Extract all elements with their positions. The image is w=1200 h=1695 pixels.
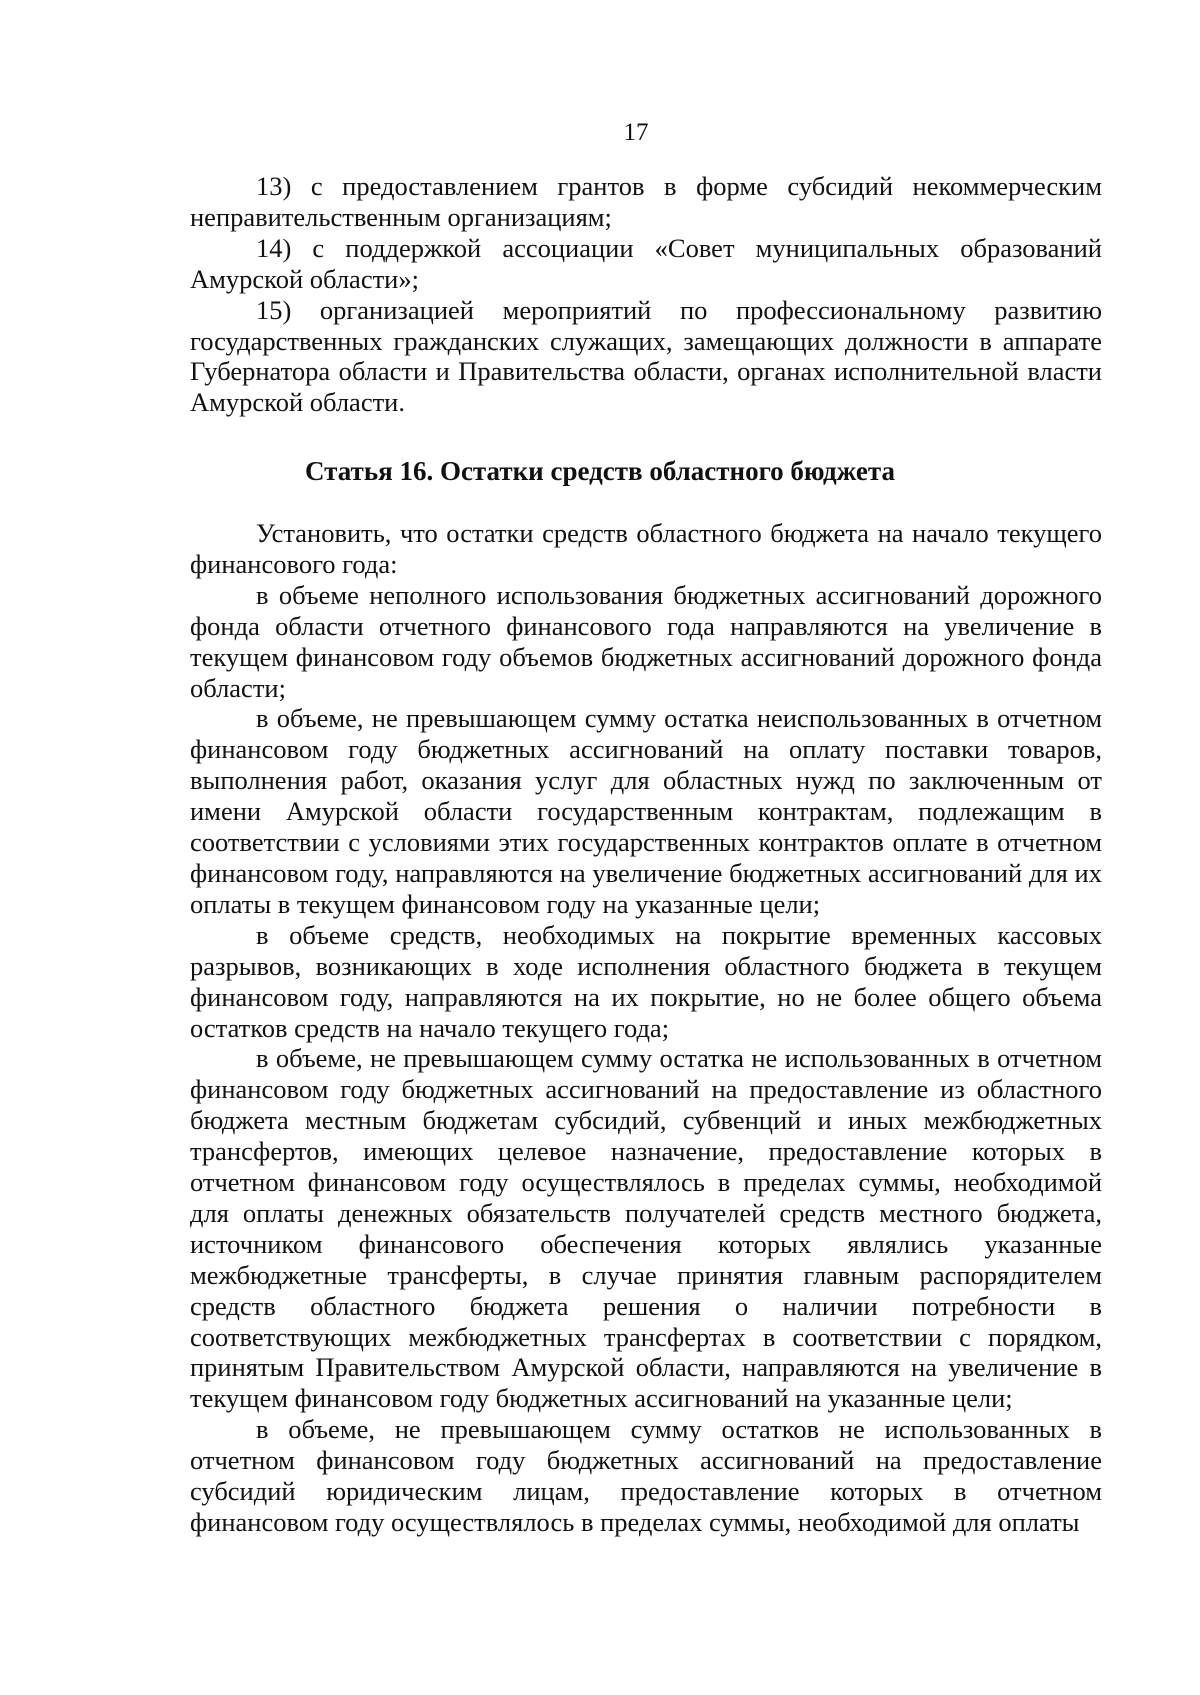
article-paragraph: в объеме, не превышающем сумму остатков не использованных в отчетном финансовом году бюджетных ассигнований на предоставление субсидий юридическим лицам, предоставление которых в отчетном финансовом году осуществлялось в пределах суммы, необходимой для оплаты — [190, 1414, 1102, 1537]
article-paragraph: в объеме неполного использования бюджетных ассигнований дорожного фонда области отчетного финансового года направляются на увеличение в текущем финансовом году объемов бюджетных ассигнований дорожного фонда области; — [190, 579, 1102, 703]
article-paragraph: в объеме средств, необходимых на покрытие временных кассовых разрывов, возникающих в ходе исполнения областного бюджета в текущем финансовом году, направляются на их покрытие, но не более общего объема остатков средств на начало текущего года; — [190, 919, 1102, 1043]
article-heading: Статья 16. Остатки средств областного бюджета — [305, 456, 895, 486]
article-paragraph: в объеме, не превышающем сумму остатка неиспользованных в отчетном финансовом году бюджетных ассигнований на оплату поставки товаров, выполнения работ, оказания услуг для областных нужд по заключенным от имени Амурской области государственным контрактам, подлежащим в соответствии с условиями этих государственных контрактов оплате в отчетном финансовом году, направляются на увеличение бюджетных ассигнований для их оплаты в текущем финансовом году на указанные цели; — [190, 703, 1102, 919]
article-paragraph: в объеме, не превышающем сумму остатка не использованных в отчетном финансовом году бюджетных ассигнований на предоставление из областного бюджета местным бюджетам субсидий, субвенций и иных межбюджетных трансфертов, имеющих целевое назначение, предоставление которых в отчетном финансовом году осуществлялось в пределах суммы, необходимой для оплаты денежных обязательств получателей средств местного бюджета, источником финансового обеспечения которых являлись указанные межбюджетные трансферты, в случае принятия главным распорядителем средств областного бюджета решения о наличии потребности в соответствующих межбюджетных трансфертах в соответствии с порядком, принятым Правительством Амурской области, направляются на увеличение в текущем финансовом году бюджетных ассигнований на указанные цели; — [190, 1043, 1102, 1414]
list-item-13: 13) с предоставлением грантов в форме субсидий некоммерческим неправительственным организациям; — [190, 171, 1102, 232]
article-paragraph: Установить, что остатки средств областного бюджета на начало текущего финансового года: — [190, 518, 1102, 579]
article-body — [190, 518, 1102, 1538]
list-item-15: 15) организацией мероприятий по профессиональному развитию государственных гражданских служащих, замещающих должности в аппарате Губернатора области и Правительства области, органах исполнительной власти Амурской области. — [190, 294, 1102, 418]
list-item-14: 14) с поддержкой ассоциации «Совет муниципальных образований Амурской области»; — [190, 232, 1102, 294]
page-number: 17 — [623, 119, 649, 146]
list-section — [190, 171, 1102, 418]
